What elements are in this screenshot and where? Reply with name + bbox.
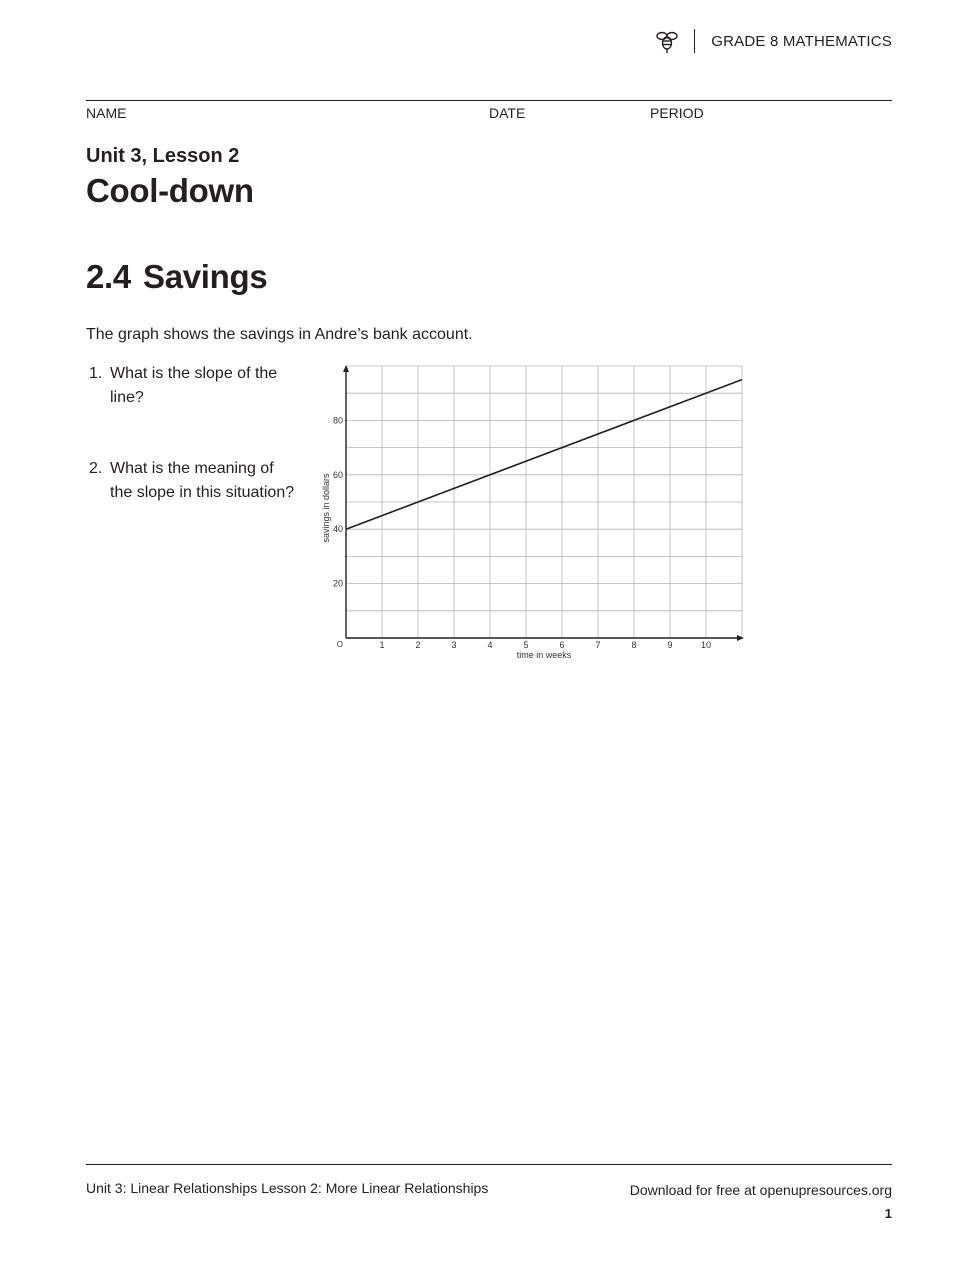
question-text: What is the slope of the line?	[110, 365, 278, 406]
footer-divider	[86, 1164, 892, 1165]
footer-unit-title: Unit 3: Linear Relationships Lesson 2: More Linear Relationships	[86, 1180, 489, 1196]
name-field-label: NAME	[86, 105, 127, 121]
y-axis-label: savings in dollars	[321, 473, 331, 543]
question-item	[86, 362, 296, 410]
header-brand	[654, 28, 892, 54]
name-date-period-row	[86, 100, 892, 125]
header-divider	[694, 29, 695, 53]
question-list	[86, 362, 296, 505]
activity-title: Savings	[142, 258, 268, 295]
x-tick-label: 3	[451, 640, 457, 650]
question-item	[86, 457, 296, 505]
question-number: 1.	[89, 365, 103, 382]
activity-number: 2.4	[86, 258, 131, 295]
origin-label: O	[336, 640, 343, 649]
x-tick-label: 1	[379, 640, 385, 650]
footer-download-note: Download for free at openupresources.org	[629, 1182, 892, 1198]
date-field-label: DATE	[489, 105, 526, 121]
x-tick-label: 7	[595, 640, 601, 650]
page-title: Cool-down	[86, 172, 254, 209]
y-tick-label: 40	[332, 524, 343, 535]
question-text: What is the meaning of the slope in this situation?	[110, 460, 295, 501]
activity-intro: The graph shows the savings in Andre’s bank account.	[86, 326, 473, 343]
x-tick-label: 5	[523, 640, 529, 650]
question-number: 2.	[89, 460, 103, 477]
savings-line	[346, 380, 742, 530]
x-axis-arrow	[737, 635, 744, 641]
x-tick-label: 4	[487, 640, 493, 650]
period-field-label: PERIOD	[650, 105, 704, 121]
savings-graph	[318, 360, 752, 664]
y-tick-label: 60	[332, 469, 343, 480]
x-tick-label: 6	[559, 640, 565, 650]
unit-lesson-label: Unit 3, Lesson 2	[86, 145, 240, 167]
page-number: 1	[884, 1206, 892, 1221]
activity-heading	[86, 258, 267, 296]
x-tick-label: 8	[631, 640, 637, 650]
course-title: GRADE 8 MATHEMATICS	[711, 32, 892, 50]
x-tick-label: 10	[700, 640, 712, 650]
y-tick-label: 80	[332, 415, 343, 426]
x-tick-label: 9	[667, 640, 673, 650]
x-tick-label: 2	[415, 640, 421, 650]
bee-logo-icon	[654, 28, 680, 54]
x-axis-label: time in weeks	[516, 650, 572, 660]
y-tick-label: 20	[332, 578, 343, 589]
